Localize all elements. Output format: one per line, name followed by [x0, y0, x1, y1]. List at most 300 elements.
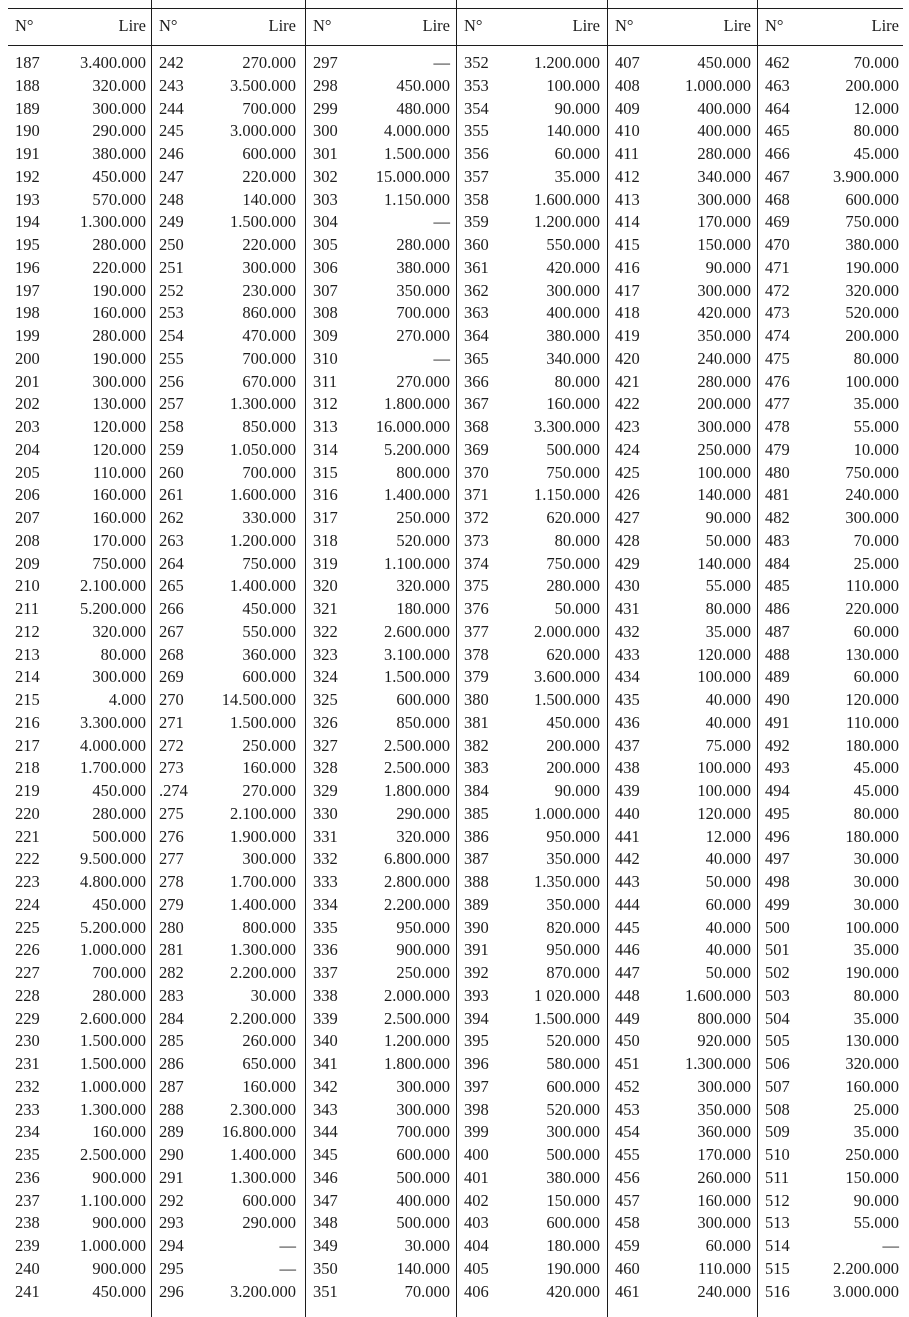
price-lire: 340.000: [546, 348, 600, 368]
price-lire: 10.000: [853, 439, 899, 459]
price-lire: 1.000.000: [534, 803, 600, 823]
price-lire: 5.200.000: [80, 599, 146, 618]
lot-number: 241: [15, 1281, 40, 1301]
lot-number: 480: [765, 462, 790, 482]
lot-number: 398: [464, 1099, 489, 1119]
lot-number: 327: [313, 735, 338, 755]
lot-number: 392: [464, 963, 489, 982]
lot-number: 232: [15, 1076, 40, 1096]
price-lire: 300.000: [396, 1099, 450, 1119]
table-row: [306, 462, 455, 485]
lot-number: 312: [313, 394, 338, 414]
table-row: [306, 1190, 455, 1213]
price-lire: 200.000: [546, 735, 600, 755]
table-row: [457, 1258, 605, 1281]
table-row: [457, 416, 605, 439]
lot-number: 266: [159, 599, 184, 618]
price-lire: 1.300.000: [80, 1099, 146, 1119]
lot-number: 263: [159, 530, 184, 550]
table-row: [8, 644, 151, 667]
price-lire: 260.000: [242, 1031, 296, 1051]
table-row: [608, 666, 756, 689]
price-lire: 200.000: [845, 75, 899, 95]
table-row: [608, 575, 756, 598]
price-lire: 3.200.000: [230, 1281, 296, 1301]
table-row: [8, 803, 151, 826]
lot-number: 402: [464, 1190, 489, 1210]
number-header: N°: [159, 16, 178, 35]
price-lire: 1 020.000: [534, 985, 600, 1005]
lot-number: 364: [464, 326, 489, 345]
lot-number: 488: [765, 644, 790, 664]
price-lire: 900.000: [396, 940, 450, 960]
price-lire: 400.000: [546, 303, 600, 323]
lot-number: 498: [765, 872, 790, 891]
lot-number: 399: [464, 1122, 489, 1142]
lot-number: 514: [765, 1236, 790, 1255]
table-row: [8, 666, 151, 689]
lot-number: 352: [464, 53, 489, 72]
lot-number: 358: [464, 189, 489, 209]
table-row: [8, 780, 151, 803]
lot-number: 203: [15, 417, 40, 436]
lot-number: 215: [15, 690, 40, 709]
table-row: [457, 712, 605, 735]
price-lire: 900.000: [92, 1167, 146, 1187]
price-lire: 850.000: [396, 712, 450, 732]
price-lire: 1.500.000: [80, 1054, 146, 1073]
price-lire: 80.000: [853, 121, 899, 141]
table-row: [608, 1235, 756, 1258]
table-row: [8, 439, 151, 462]
price-lire: 80.000: [554, 371, 600, 391]
price-lire: 400.000: [396, 1190, 450, 1210]
price-lire: 30.000: [853, 894, 899, 914]
table-row: [758, 1008, 904, 1031]
lot-number: 196: [15, 257, 40, 277]
table-row: [608, 120, 756, 143]
price-lire: 420.000: [546, 257, 600, 277]
lot-number: 207: [15, 508, 40, 527]
table-row: [306, 848, 455, 871]
price-lire: 1.150.000: [534, 485, 600, 505]
price-lire: 40.000: [705, 917, 751, 937]
table-row: [8, 962, 151, 985]
lot-number: 446: [615, 940, 640, 960]
price-lire: 110.000: [697, 1258, 751, 1278]
table-row: [608, 848, 756, 871]
table-row: [8, 871, 151, 894]
table-row: [457, 666, 605, 689]
price-lire: 190.000: [92, 348, 146, 368]
table-row: [457, 348, 605, 371]
price-lire: 950.000: [396, 917, 450, 937]
price-lire: 40.000: [705, 712, 751, 732]
price-lire: 750.000: [845, 462, 899, 482]
price-lire: 270.000: [242, 53, 296, 72]
price-lire: 90.000: [554, 98, 600, 118]
table-row: [457, 1190, 605, 1213]
lot-number: 333: [313, 872, 338, 891]
lot-number: 492: [765, 735, 790, 755]
price-lire: 160.000: [242, 1076, 296, 1096]
price-lire: 700.000: [242, 348, 296, 368]
price-lire: 300.000: [92, 667, 146, 687]
price-lire: 140.000: [546, 121, 600, 141]
table-row: [306, 98, 455, 121]
price-lire: —: [433, 212, 450, 232]
number-header: N°: [15, 16, 34, 35]
table-row: [457, 621, 605, 644]
lot-number: 404: [464, 1236, 489, 1255]
table-row: [306, 143, 455, 166]
table-row: [152, 1167, 301, 1190]
price-lire: 2.000.000: [384, 985, 450, 1005]
price-lire: 290.000: [396, 803, 450, 823]
price-lire: 270.000: [396, 326, 450, 345]
price-lire: 60.000: [853, 621, 899, 641]
lot-number: 483: [765, 530, 790, 550]
lot-number: 512: [765, 1190, 790, 1210]
price-lire: 500.000: [396, 1213, 450, 1233]
price-lire: 700.000: [92, 963, 146, 982]
lot-number: 390: [464, 917, 489, 937]
table-row: [152, 598, 301, 621]
price-lire: 1.500.000: [534, 1008, 600, 1028]
lot-number: 454: [615, 1122, 640, 1142]
table-row: [152, 98, 301, 121]
price-lire: 1.150.000: [384, 189, 450, 209]
price-lire: 250.000: [242, 735, 296, 755]
lot-number: 313: [313, 417, 338, 436]
price-lire: 230.000: [242, 280, 296, 300]
price-lire: 280.000: [92, 985, 146, 1005]
table-row: [152, 530, 301, 553]
table-row: [306, 1167, 455, 1190]
price-lire: 55.000: [853, 417, 899, 436]
price-lire: 180.000: [546, 1236, 600, 1255]
lot-number: 459: [615, 1236, 640, 1255]
table-row: [758, 1076, 904, 1099]
table-row: [758, 780, 904, 803]
price-lire: 300.000: [546, 1122, 600, 1142]
table-row: [758, 1030, 904, 1053]
lot-number: 213: [15, 644, 40, 664]
table-row: [457, 98, 605, 121]
table-row: [306, 1008, 455, 1031]
table-row: [608, 530, 756, 553]
price-lire: 90.000: [705, 508, 751, 527]
lot-number: 419: [615, 326, 640, 345]
lot-number: 305: [313, 235, 338, 254]
lot-number: 437: [615, 735, 640, 755]
table-row: [306, 1121, 455, 1144]
table-row: [152, 1212, 301, 1235]
table-row: [758, 484, 904, 507]
lot-number: 491: [765, 712, 790, 732]
lot-number: 465: [765, 121, 790, 141]
table-row: [758, 393, 904, 416]
price-lire: 600.000: [242, 667, 296, 687]
lot-number: 250: [159, 235, 184, 254]
lot-number: 226: [15, 940, 40, 960]
column-rows: [758, 52, 904, 1303]
lot-number: 252: [159, 280, 184, 300]
table-row: [457, 871, 605, 894]
price-lire: 270.000: [242, 781, 296, 800]
lot-number: 359: [464, 212, 489, 232]
table-row: [152, 575, 301, 598]
price-lire: 950.000: [546, 940, 600, 960]
table-row: [152, 689, 301, 712]
price-lire: 2.500.000: [384, 735, 450, 755]
lot-number: 331: [313, 826, 338, 846]
price-lire: 40.000: [705, 940, 751, 960]
lot-number: 464: [765, 98, 790, 118]
lot-number: 431: [615, 599, 640, 618]
lot-number: 397: [464, 1076, 489, 1096]
lot-number: 261: [159, 485, 184, 505]
price-lire: 280.000: [697, 371, 751, 391]
lot-number: 264: [159, 553, 184, 573]
price-lire: 55.000: [705, 576, 751, 596]
price-lire: 520.000: [546, 1099, 600, 1119]
lot-number: 371: [464, 485, 489, 505]
table-row: [306, 416, 455, 439]
price-lire: 220.000: [92, 257, 146, 277]
table-row: [457, 371, 605, 394]
value-header: Lire: [572, 16, 600, 35]
price-lire: 1.500.000: [534, 690, 600, 709]
lot-number: 192: [15, 166, 40, 186]
lot-number: 348: [313, 1213, 338, 1233]
price-lire: 180.000: [845, 735, 899, 755]
lot-number: 436: [615, 712, 640, 732]
lot-number: 401: [464, 1167, 489, 1187]
lot-number: 502: [765, 963, 790, 982]
price-lire: 70.000: [404, 1281, 450, 1301]
table-row: [8, 393, 151, 416]
price-lire: 110.000: [845, 712, 899, 732]
table-row: [758, 1144, 904, 1167]
price-lire: 280.000: [697, 144, 751, 163]
table-row: [457, 894, 605, 917]
lot-number: 420: [615, 348, 640, 368]
price-lire: 30.000: [404, 1236, 450, 1255]
price-lire: 300.000: [697, 1213, 751, 1233]
table-row: [306, 1030, 455, 1053]
lot-number: 315: [313, 462, 338, 482]
price-lire: 3.900.000: [833, 166, 899, 186]
lot-number: 361: [464, 257, 489, 277]
table-row: [608, 1076, 756, 1099]
lot-number: 211: [15, 599, 40, 618]
price-lire: 250.000: [845, 1145, 899, 1164]
lot-number: 350: [313, 1258, 338, 1278]
price-lire: 190.000: [546, 1258, 600, 1278]
lot-number: 322: [313, 621, 338, 641]
price-lire: 45.000: [853, 758, 899, 778]
price-lire: 100.000: [845, 371, 899, 391]
price-lire: 1.000.000: [685, 75, 751, 95]
lot-number: 258: [159, 417, 184, 436]
lot-number: 478: [765, 417, 790, 436]
table-row: [152, 325, 301, 348]
price-lire: 320.000: [92, 75, 146, 95]
lot-number: 507: [765, 1076, 790, 1096]
lot-number: 219: [15, 781, 40, 800]
lot-number: 383: [464, 758, 489, 778]
price-lire: 2.600.000: [80, 1008, 146, 1028]
price-lire: 450.000: [92, 166, 146, 186]
table-row: [8, 894, 151, 917]
lot-number: 324: [313, 667, 338, 687]
price-lire: 160.000: [92, 485, 146, 505]
lot-number: 278: [159, 872, 184, 891]
lot-number: 497: [765, 849, 790, 869]
price-lire: 30.000: [853, 872, 899, 891]
price-lire: 800.000: [697, 1008, 751, 1028]
price-lire: 1.400.000: [230, 576, 296, 596]
table-row: [608, 52, 756, 75]
price-lire: 130.000: [845, 644, 899, 664]
column-5: [607, 0, 756, 1317]
table-row: [8, 348, 151, 371]
lot-number: 377: [464, 621, 489, 641]
lot-number: 290: [159, 1145, 184, 1164]
price-lire: 1.800.000: [384, 394, 450, 414]
lot-number: 448: [615, 985, 640, 1005]
price-lire: 4.800.000: [80, 872, 146, 891]
lot-number: 338: [313, 985, 338, 1005]
table-row: [608, 1099, 756, 1122]
price-lire: 320.000: [845, 280, 899, 300]
table-row: [8, 917, 151, 940]
price-lire: 1.300.000: [80, 212, 146, 232]
lot-number: 469: [765, 212, 790, 232]
lot-number: 438: [615, 758, 640, 778]
price-lire: 600.000: [396, 1145, 450, 1164]
price-lire: 450.000: [92, 894, 146, 914]
price-lire: 320.000: [92, 621, 146, 641]
table-row: [457, 280, 605, 303]
table-row: [758, 1258, 904, 1281]
lot-number: 335: [313, 917, 338, 937]
price-lire: —: [882, 1236, 899, 1255]
lot-number: 292: [159, 1190, 184, 1210]
table-row: [457, 166, 605, 189]
table-row: [608, 439, 756, 462]
price-lire: 60.000: [705, 894, 751, 914]
lot-number: 214: [15, 667, 40, 687]
table-row: [457, 1144, 605, 1167]
lot-number: 336: [313, 940, 338, 960]
lot-number: 294: [159, 1236, 184, 1255]
lot-number: 391: [464, 940, 489, 960]
table-row: [152, 553, 301, 576]
lot-number: 409: [615, 98, 640, 118]
lot-number: 477: [765, 394, 790, 414]
price-lire: 150.000: [697, 235, 751, 254]
lot-number: 238: [15, 1213, 40, 1233]
price-lire: 240.000: [845, 485, 899, 505]
price-lire: 350.000: [396, 280, 450, 300]
price-lire: 520.000: [845, 303, 899, 323]
price-lire: 700.000: [396, 303, 450, 323]
price-lire: 1.300.000: [685, 1054, 751, 1073]
table-row: [152, 939, 301, 962]
price-lire: 350.000: [546, 849, 600, 869]
table-row: [758, 939, 904, 962]
lot-number: 500: [765, 917, 790, 937]
table-row: [457, 143, 605, 166]
price-lire: 1.200.000: [230, 530, 296, 550]
table-row: [608, 803, 756, 826]
table-row: [758, 1281, 904, 1304]
price-lire: 1.700.000: [80, 758, 146, 778]
lot-number: 230: [15, 1031, 40, 1051]
price-lire: 150.000: [845, 1167, 899, 1187]
table-row: [306, 348, 455, 371]
price-lire: 140.000: [697, 553, 751, 573]
table-row: [608, 211, 756, 234]
price-lire: 250.000: [697, 439, 751, 459]
table-row: [152, 1099, 301, 1122]
price-lire: 80.000: [705, 599, 751, 618]
lot-number: 513: [765, 1213, 790, 1233]
lot-number: 441: [615, 826, 640, 846]
price-lire: 60.000: [705, 1236, 751, 1255]
lot-number: 394: [464, 1008, 489, 1028]
price-lire: 380.000: [546, 1167, 600, 1187]
lot-number: 499: [765, 894, 790, 914]
column-header: [8, 16, 151, 38]
lot-number: 509: [765, 1122, 790, 1142]
lot-number: 428: [615, 530, 640, 550]
table-row: [306, 1258, 455, 1281]
lot-number: 460: [615, 1258, 640, 1278]
price-lire: 450.000: [92, 1281, 146, 1301]
lot-number: 421: [615, 371, 640, 391]
lot-number: 282: [159, 963, 184, 982]
lot-number: 332: [313, 849, 338, 869]
price-lire: 480.000: [396, 98, 450, 118]
price-lire: 160.000: [697, 1190, 751, 1210]
price-lire: 1.300.000: [230, 1167, 296, 1187]
table-row: [306, 393, 455, 416]
lot-number: 349: [313, 1236, 338, 1255]
table-row: [152, 1008, 301, 1031]
price-lire: 270.000: [396, 371, 450, 391]
lot-number: 329: [313, 781, 338, 800]
table-row: [8, 598, 151, 621]
price-lire: 3.100.000: [384, 644, 450, 664]
table-row: [8, 1053, 151, 1076]
price-lire: 160.000: [546, 394, 600, 414]
column-6: [757, 0, 904, 1317]
price-lire: 160.000: [92, 303, 146, 323]
lot-number: 503: [765, 985, 790, 1005]
lot-number: 306: [313, 257, 338, 277]
table-row: [152, 166, 301, 189]
price-lire: 1.300.000: [230, 394, 296, 414]
table-row: [8, 553, 151, 576]
table-row: [457, 462, 605, 485]
price-lire: 950.000: [546, 826, 600, 846]
table-row: [457, 803, 605, 826]
lot-number: 275: [159, 803, 184, 823]
price-lire: 240.000: [697, 348, 751, 368]
